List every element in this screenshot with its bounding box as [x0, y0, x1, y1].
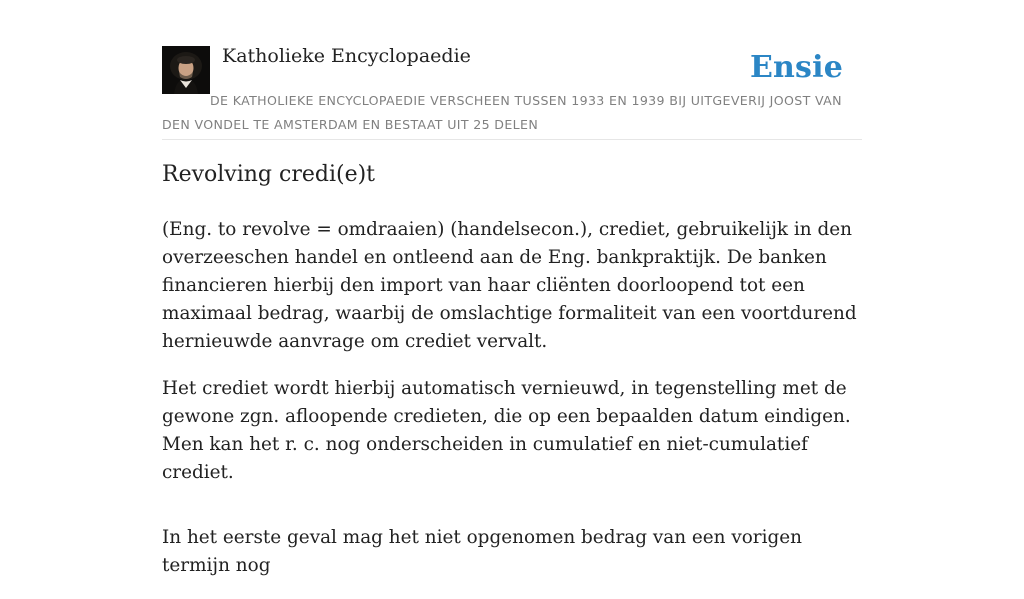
article-paragraph: (Eng. to revolve = omdraaien) (handelsecon.), crediet, gebruikelijk in den overzeeschen handel en ontleend aan de Eng. bankpraktijk. De banken financieren hierbij den import van haar cliënten doorloopend tot een maximaal bedrag, waarbij de omslachtige formaliteit van een voortdurend hernieuwde aanvrage om crediet vervalt.	[162, 219, 857, 352]
source-avatar[interactable]	[162, 46, 210, 94]
source-title[interactable]: Katholieke Encyclopaedie	[222, 45, 471, 67]
article-paragraph: In het eerste geval mag het niet opgenomen bedrag van een vorigen termijn nog	[162, 527, 802, 576]
article-paragraph: Het crediet wordt hierbij automatisch vernieuwd, in tegenstelling met de gewone zgn. afloopende credieten, die op een bepaalden datum eindigen. Men kan het r. c. nog onderscheiden in cumulatief en niet-cumulatief crediet.	[162, 378, 851, 483]
article-title: Revolving credi(e)t	[162, 162, 376, 187]
portrait-icon	[162, 46, 210, 94]
source-description: DE KATHOLIEKE ENCYCLOPAEDIE VERSCHEEN TUSSEN 1933 EN 1939 BIJ UITGEVERIJ JOOST VAN DEN VONDEL TE AMSTERDAM EN BESTAAT UIT 25 DELEN	[162, 93, 842, 132]
brand-logo[interactable]: Ensie	[749, 50, 843, 85]
article-body	[162, 216, 862, 599]
header-divider	[162, 139, 862, 140]
